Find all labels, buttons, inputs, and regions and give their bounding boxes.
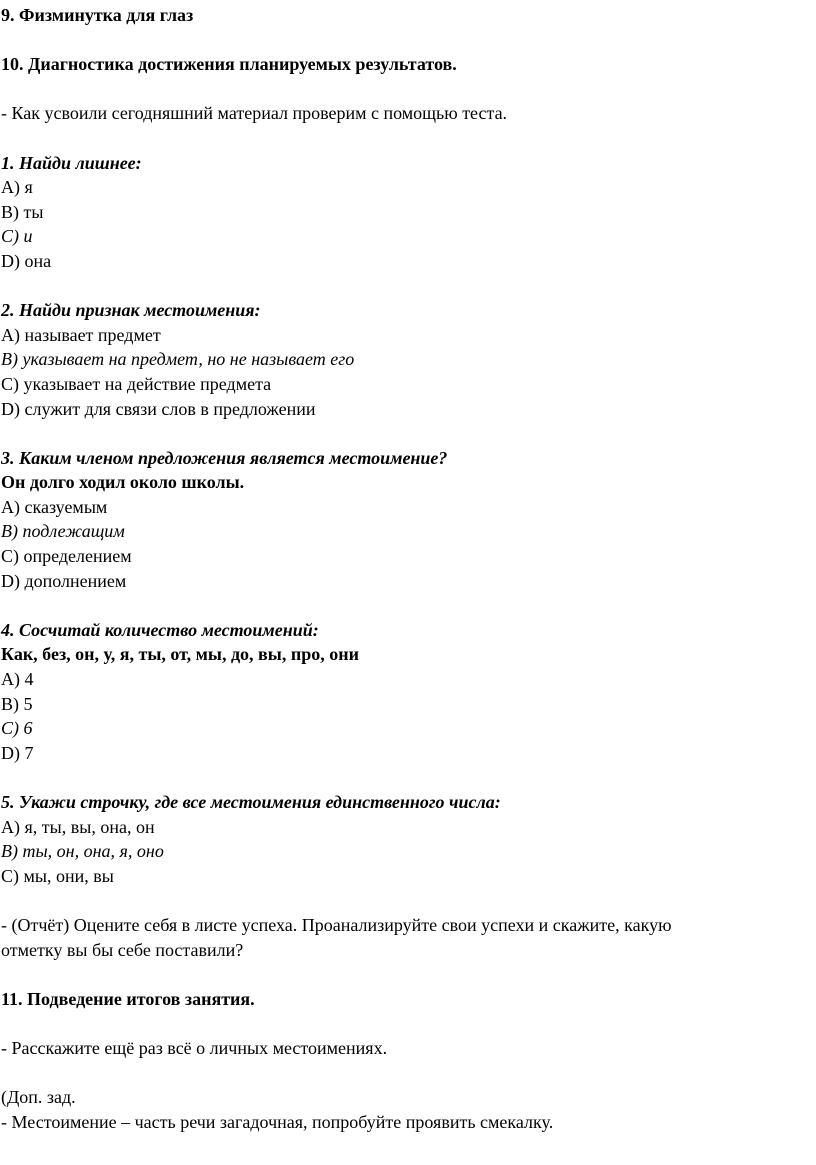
section-9-heading: 9. Физминутка для глаз — [1, 5, 194, 25]
question-3-prompt: Он долго ходил около школы. — [1, 472, 245, 493]
question-3-option-b-correct: B) подлежащим — [1, 521, 125, 542]
question-5-title: 5. Укажи строчку, где все местоимения единственного числа: — [1, 792, 501, 812]
spacer — [1, 593, 816, 618]
question-1-title: 1. Найди лишнее: — [1, 152, 142, 173]
section-10-heading: 10. Диагностика достижения планируемых результатов. — [1, 54, 457, 75]
question-5-option-a: A) я, ты, вы, она, он — [1, 816, 155, 837]
question-2-option-c: C) указывает на действие предмета — [1, 373, 272, 394]
question-4-option-b: B) 5 — [1, 693, 33, 714]
report-line-2: отметку вы бы себе поставили? — [1, 939, 244, 960]
spacer — [1, 765, 816, 790]
question-2-option-b-correct: B) указывает на предмет, но не называет его — [1, 349, 355, 370]
spacer — [1, 421, 816, 446]
question-2-option-d: D) служит для связи слов в предложении — [1, 398, 316, 419]
question-1-option-a: A) я — [1, 177, 33, 198]
extra-task-line: - Местоимение – часть речи загадочная, попробуйте проявить смекалку. — [1, 1111, 554, 1132]
section-11-heading: 11. Подведение итогов занятия. — [1, 988, 255, 1009]
question-4-option-a: A) 4 — [1, 669, 34, 690]
spacer — [1, 126, 816, 151]
question-3-option-a: A) сказуемым — [1, 496, 108, 517]
question-3-option-d: D) дополнением — [1, 570, 127, 591]
spacer — [1, 1011, 816, 1036]
question-5-option-c: C) мы, они, вы — [1, 865, 114, 886]
summary-line-1: - Расскажите ещё раз всё о личных местоимениях. — [1, 1037, 388, 1058]
question-4-option-d: D) 7 — [1, 742, 34, 763]
extra-task-label: (Доп. зад. — [1, 1087, 76, 1108]
question-1-option-b: B) ты — [1, 201, 44, 222]
question-3-option-c: C) определением — [1, 546, 132, 567]
question-2-title: 2. Найди признак местоимения: — [1, 300, 261, 321]
question-2-option-a: A) называет предмет — [1, 324, 161, 345]
question-4-prompt: Как, без, он, у, я, ты, от, мы, до, вы, про, они — [1, 644, 359, 665]
spacer — [1, 962, 816, 987]
spacer — [1, 274, 816, 299]
report-line-1: - (Отчёт) Оцените себя в листе успеха. Проанализируйте свои успехи и скажите, какую — [1, 914, 672, 935]
spacer — [1, 77, 816, 102]
spacer — [1, 1061, 816, 1086]
spacer — [1, 888, 816, 913]
question-3-title: 3. Каким членом предложения является местоимение? — [1, 447, 448, 468]
question-1-option-c-correct: C) и — [1, 226, 33, 247]
question-1-option-d: D) она — [1, 250, 52, 271]
question-4-title: 4. Сосчитай количество местоимений: — [1, 619, 319, 640]
spacer — [1, 28, 816, 53]
question-5-option-b-correct: B) ты, он, она, я, оно — [1, 841, 164, 862]
section-10-intro: - Как усвоили сегодняшний материал проверим с помощью теста. — [1, 103, 508, 124]
question-4-option-c-correct: C) 6 — [1, 718, 33, 739]
